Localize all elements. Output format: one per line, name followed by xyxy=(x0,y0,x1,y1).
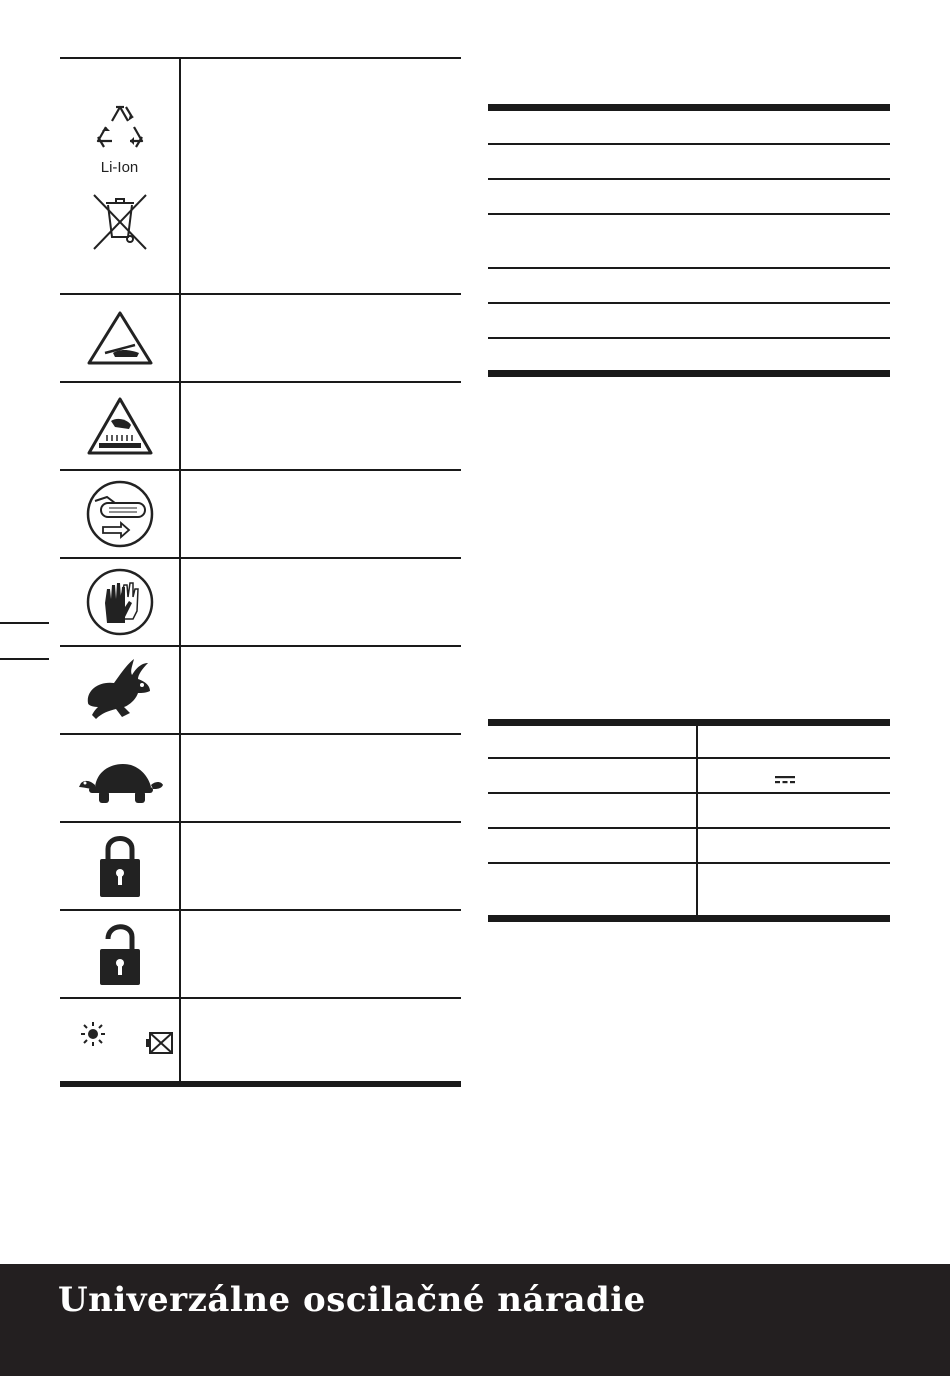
symbol-cell-accessory-change xyxy=(60,471,179,557)
symbol-row-low-speed xyxy=(60,735,461,823)
protective-gloves-icon xyxy=(85,567,155,637)
spec-row-rule xyxy=(488,757,890,759)
hot-surface-warning-icon xyxy=(85,395,155,457)
symbol-cell-cut-hazard xyxy=(60,295,179,381)
table-row-rule xyxy=(488,213,890,215)
spec-row-rule xyxy=(488,827,890,829)
symbol-row-unlocked xyxy=(60,911,461,999)
symbol-cell-hot-surface xyxy=(60,383,179,469)
symbol-row-gloves xyxy=(60,559,461,647)
table-row-rule xyxy=(488,143,890,145)
product-title: Univerzálne oscilačné náradie xyxy=(58,1280,646,1320)
rabbit-fast-icon xyxy=(80,655,160,725)
spec-top-rule xyxy=(488,719,890,726)
accessory-change-icon xyxy=(85,479,155,549)
lock-open-icon xyxy=(98,919,142,989)
spec-row-rule xyxy=(488,792,890,794)
table-top-rule xyxy=(488,104,890,111)
crossed-bin-icon xyxy=(90,191,150,251)
table-row-rule xyxy=(488,302,890,304)
technical-data-table xyxy=(488,719,890,923)
footer-banner xyxy=(0,1264,950,1376)
symbol-table xyxy=(60,57,461,1087)
components-table xyxy=(488,104,890,378)
symbol-row-recycling xyxy=(60,59,461,295)
symbol-cell-locked xyxy=(60,823,179,909)
recycle-icon xyxy=(90,103,150,153)
dc-voltage-symbol xyxy=(774,775,796,785)
symbol-cell-indicators xyxy=(60,999,179,1083)
symbol-cell-unlocked xyxy=(60,911,179,997)
symbol-cell-recycling xyxy=(60,59,179,293)
symbol-row-accessory-change xyxy=(60,471,461,559)
symbol-row-cut-hazard xyxy=(60,295,461,383)
symbol-row-high-speed xyxy=(60,647,461,735)
spec-column-divider xyxy=(696,726,698,916)
table-row-rule xyxy=(488,337,890,339)
symbol-row-hot-surface xyxy=(60,383,461,471)
lock-closed-icon xyxy=(98,831,142,901)
light-sun-icon xyxy=(80,1021,106,1047)
turtle-slow-icon xyxy=(75,757,165,807)
spec-row-rule xyxy=(488,862,890,864)
spec-bottom-rule xyxy=(488,915,890,922)
table-row-rule xyxy=(488,267,890,269)
symbol-cell-high-speed xyxy=(60,647,179,733)
cut-hazard-warning-icon xyxy=(85,309,155,367)
symbol-row-indicators xyxy=(60,999,461,1083)
symbol-cell-low-speed xyxy=(60,735,179,821)
table-row-rule xyxy=(488,178,890,180)
symbol-row-locked xyxy=(60,823,461,911)
battery-disabled-icon xyxy=(144,1029,176,1057)
battery-type-label: Li-Ion xyxy=(100,159,139,176)
symbol-cell-gloves xyxy=(60,559,179,645)
table-bottom-rule xyxy=(488,370,890,377)
page-margin-tab xyxy=(0,622,49,660)
